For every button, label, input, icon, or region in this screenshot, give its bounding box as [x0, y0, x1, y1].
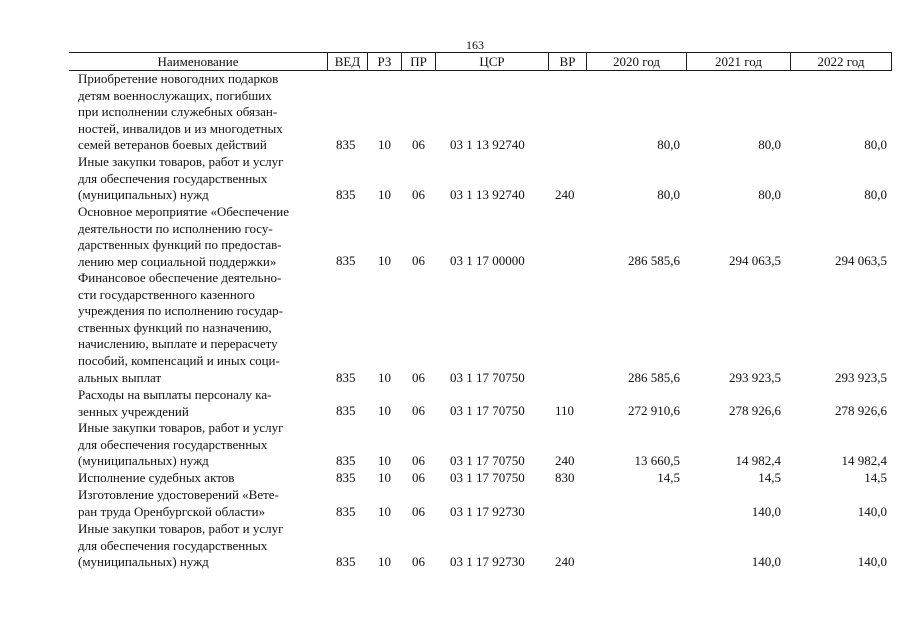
- row-pr: 06: [412, 453, 425, 469]
- row-pr: 06: [412, 554, 425, 570]
- row-vr: 240: [555, 554, 575, 570]
- table-row: [0, 387, 905, 420]
- page-number: 163: [466, 38, 484, 52]
- row-2020: 286 585,6: [628, 253, 680, 269]
- row-pr: 06: [412, 504, 425, 520]
- row-2020: 14,5: [657, 470, 680, 486]
- row-2022: 294 063,5: [835, 253, 887, 269]
- row-rz: 10: [378, 370, 391, 386]
- row-csr: 03 1 17 70750: [450, 370, 525, 386]
- row-2022: 140,0: [857, 504, 887, 520]
- row-2021: 278 926,6: [729, 403, 781, 419]
- row-2022: 293 923,5: [835, 370, 887, 386]
- row-rz: 10: [378, 403, 391, 419]
- table-row: [0, 270, 905, 387]
- row-2021: 293 923,5: [729, 370, 781, 386]
- row-pr: 06: [412, 470, 425, 486]
- row-name: Иные закупки товаров, работ и услуг для обеспечения государственных (муниципальных) нужд: [78, 521, 284, 570]
- table-row: [0, 204, 905, 270]
- row-name: Изготовление удостоверений «Вете- ран труда Оренбургской области»: [78, 487, 279, 519]
- table-row: [0, 487, 905, 521]
- header-rz: РЗ: [367, 53, 401, 70]
- row-rz: 10: [378, 137, 391, 153]
- row-2021: 80,0: [758, 187, 781, 203]
- row-2022: 14,5: [864, 470, 887, 486]
- row-ved: 835: [336, 137, 356, 153]
- row-pr: 06: [412, 253, 425, 269]
- row-csr: 03 1 17 70750: [450, 470, 525, 486]
- row-csr: 03 1 17 70750: [450, 403, 525, 419]
- row-2022: 80,0: [864, 137, 887, 153]
- row-csr: 03 1 17 70750: [450, 453, 525, 469]
- row-vr: 830: [555, 470, 575, 486]
- header-vr: ВР: [548, 53, 586, 70]
- row-name: Финансовое обеспечение деятельно- сти государственного казенного учреждения по исполнению государ- ственных функций по назначению, начислению, выплате и перерасчету пособий, компенсаций и иных соци- альных выплат: [78, 270, 283, 385]
- row-name: Иные закупки товаров, работ и услуг для обеспечения государственных (муниципальных) нужд: [78, 420, 284, 469]
- row-2022: 140,0: [857, 554, 887, 570]
- row-ved: 835: [336, 470, 356, 486]
- row-vr: 110: [555, 403, 575, 419]
- row-ved: 835: [336, 187, 356, 203]
- row-2021: 14,5: [758, 470, 781, 486]
- row-name: Исполнение судебных актов: [78, 470, 235, 485]
- row-csr: 03 1 13 92740: [450, 137, 525, 153]
- row-rz: 10: [378, 470, 391, 486]
- row-name: Иные закупки товаров, работ и услуг для обеспечения государственных (муниципальных) нужд: [78, 154, 284, 203]
- table-row: [0, 521, 905, 571]
- row-pr: 06: [412, 403, 425, 419]
- row-2022: 14 982,4: [841, 453, 887, 469]
- row-2021: 140,0: [751, 554, 781, 570]
- row-rz: 10: [378, 253, 391, 269]
- row-name: Расходы на выплаты персоналу ка- зенных учреждений: [78, 387, 272, 419]
- row-ved: 835: [336, 253, 356, 269]
- row-csr: 03 1 17 00000: [450, 253, 525, 269]
- row-2021: 80,0: [758, 137, 781, 153]
- table-row: [0, 154, 905, 204]
- row-rz: 10: [378, 504, 391, 520]
- row-csr: 03 1 17 92730: [450, 554, 525, 570]
- row-vr: 240: [555, 453, 575, 469]
- row-2022: 278 926,6: [835, 403, 887, 419]
- row-ved: 835: [336, 370, 356, 386]
- header-2020: 2020 год: [586, 53, 686, 70]
- table-body: [0, 71, 905, 571]
- header-pr: ПР: [401, 53, 435, 70]
- header-ved: ВЕД: [327, 53, 367, 70]
- row-2021: 14 982,4: [735, 453, 781, 469]
- header-2021: 2021 год: [686, 53, 790, 70]
- row-name: Приобретение новогодних подарков детям военнослужащих, погибших при исполнении служебных обязан- ностей, инвалидов и из многодетных семей ветеранов боевых действий: [78, 71, 283, 153]
- header-2022: 2022 год: [790, 53, 892, 70]
- row-ved: 835: [336, 504, 356, 520]
- row-rz: 10: [378, 453, 391, 469]
- table-row: [0, 420, 905, 470]
- row-rz: 10: [378, 554, 391, 570]
- row-ved: 835: [336, 453, 356, 469]
- row-pr: 06: [412, 187, 425, 203]
- table-row: [0, 470, 905, 487]
- row-2020: 286 585,6: [628, 370, 680, 386]
- row-pr: 06: [412, 370, 425, 386]
- header-name: Наименование: [157, 54, 239, 69]
- row-pr: 06: [412, 137, 425, 153]
- row-2020: 13 660,5: [634, 453, 680, 469]
- table-header: [69, 52, 892, 71]
- row-ved: 835: [336, 554, 356, 570]
- row-2020: 272 910,6: [628, 403, 680, 419]
- row-csr: 03 1 13 92740: [450, 187, 525, 203]
- row-name: Основное мероприятие «Обеспечение деятельности по исполнению госу- дарственных функций по предостав- лению мер социальной поддержки»: [78, 204, 290, 269]
- row-2021: 294 063,5: [729, 253, 781, 269]
- row-rz: 10: [378, 187, 391, 203]
- row-ved: 835: [336, 403, 356, 419]
- row-2020: 80,0: [657, 137, 680, 153]
- row-vr: 240: [555, 187, 575, 203]
- header-csr: ЦСР: [435, 53, 548, 70]
- table-row: [0, 71, 905, 154]
- row-2021: 140,0: [751, 504, 781, 520]
- row-2020: 80,0: [657, 187, 680, 203]
- row-csr: 03 1 17 92730: [450, 504, 525, 520]
- row-2022: 80,0: [864, 187, 887, 203]
